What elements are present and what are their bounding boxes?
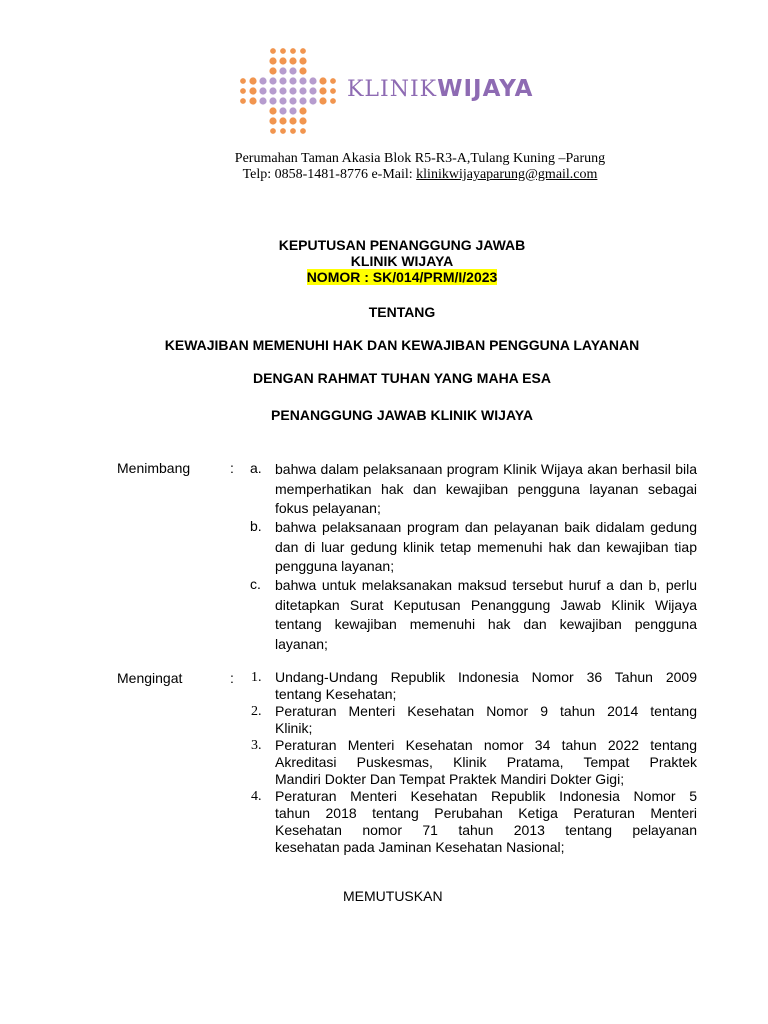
mengingat-item-4-line-1: Peraturan Menteri Kesehatan Republik Indonesia Nomor 5 [275, 788, 697, 804]
logo-dot [279, 57, 286, 64]
mengingat-item-3-line-1: Peraturan Menteri Kesehatan nomor 34 tahun 2022 tentang [275, 737, 697, 753]
logo-dot [269, 77, 276, 84]
logo-dot [240, 78, 246, 84]
logo-dot [299, 107, 306, 114]
logo-dot [279, 97, 286, 104]
mengingat-item-4-line-4: kesehatan pada Jaminan Kesehatan Nasional; [275, 839, 565, 855]
mengingat-item-3-line-3: Mandiri Dokter Dan Tempat Praktek Mandiri Dokter Gigi; [275, 771, 625, 787]
logo-dot [289, 117, 296, 124]
logo-dot [269, 67, 276, 74]
menimbang-item-b: bahwa pelaksanaan program dan pelayanan baik didalam gedung dan di luar gedung klinik tetap memenuhi hak dan kewajiban tiap pengguna layanan; [275, 519, 697, 574]
logo-dot [259, 77, 266, 84]
mengingat-item-1-line-2: tentang Kesehatan; [275, 686, 397, 702]
logo-dot [249, 87, 256, 94]
email-link[interactable]: klinikwijayaparung@gmail.com [416, 167, 598, 182]
logo-dot [290, 128, 296, 134]
mengingat-item-3-line-2: Akreditasi Puskesmas, Klinik Pratama, Tempat Praktek [275, 754, 697, 770]
logo-dot [259, 97, 266, 104]
logo-dot [330, 88, 336, 94]
cross-dots-logo-icon [236, 44, 346, 140]
logo-dot [240, 98, 246, 104]
logo-dot [269, 107, 276, 114]
tentang-heading: TENTANG [368, 304, 436, 320]
decree-title-line2: KLINIK WIJAYA [350, 253, 454, 269]
brand-name-part1: KLINIK [347, 77, 438, 102]
logo-dot [319, 77, 326, 84]
logo-dot [249, 97, 256, 104]
mengingat-colon: : [230, 670, 234, 686]
brand-name-part2: WIJAYA [437, 76, 534, 102]
logo-dot [280, 48, 286, 54]
logo-dot [279, 117, 286, 124]
mengingat-item-2-line-1: Peraturan Menteri Kesehatan Nomor 9 tahun 2014 tentang [275, 703, 697, 719]
logo-dot [289, 97, 296, 104]
logo-dot [269, 117, 276, 124]
logo-dot [280, 128, 286, 134]
menimbang-colon: : [230, 460, 234, 476]
logo-dot [309, 97, 316, 104]
logo-dot [319, 97, 326, 104]
logo-dot [269, 97, 276, 104]
menimbang-label: Menimbang [117, 460, 191, 476]
menimbang-marker-a: a. [250, 460, 262, 476]
logo-dot [270, 48, 276, 54]
logo-dot [300, 48, 306, 54]
logo-dot [279, 107, 286, 114]
decree-title-line1: KEPUTUSAN PENANGGUNG JAWAB [278, 237, 526, 253]
logo-dot [279, 77, 286, 84]
mengingat-item-4-line-3: Kesehatan nomor 71 tahun 2013 tentang pelayanan [275, 822, 697, 838]
brand-name [347, 76, 533, 102]
logo-dot [289, 87, 296, 94]
mengingat-marker-2: 2. [251, 704, 262, 719]
mengingat-label: Mengingat [117, 670, 183, 686]
logo-dot [330, 78, 336, 84]
penanggung-jawab-line: PENANGGUNG JAWAB KLINIK WIJAYA [271, 407, 533, 423]
logo-dot [279, 67, 286, 74]
clinic-contact [0, 167, 768, 183]
logo-dot [279, 87, 286, 94]
logo-dot [249, 77, 256, 84]
decree-subject: KEWAJIBAN MEMENUHI HAK DAN KEWAJIBAN PENGGUNA LAYANAN [164, 337, 640, 353]
mengingat-marker-3: 3. [251, 738, 262, 753]
decree-number-highlight: NOMOR : SK/014/PRM/I/2023 [306, 269, 498, 285]
logo-dot [240, 88, 246, 94]
logo-dot [330, 98, 336, 104]
logo-dot [319, 87, 326, 94]
logo-dot [299, 97, 306, 104]
logo-dot [289, 57, 296, 64]
menimbang-item-a: bahwa dalam pelaksanaan program Klinik Wijaya akan berhasil bila memperhatikan hak dan kewajiban pengguna layanan sebagai fokus pelayanan; [275, 461, 697, 516]
mengingat-item-1-line-1: Undang-Undang Republik Indonesia Nomor 36 Tahun 2009 [275, 669, 697, 685]
logo-dot [299, 67, 306, 74]
contact-phone: Telp: 0858-1481-8776 e-Mail: [242, 167, 417, 182]
logo-dot [299, 117, 306, 124]
memutuskan-heading: MEMUTUSKAN [343, 888, 443, 904]
rahmat-line: DENGAN RAHMAT TUHAN YANG MAHA ESA [253, 370, 551, 386]
mengingat-item-4-line-2: tahun 2018 tentang Perubahan Ketiga Peraturan Menteri [275, 805, 697, 821]
menimbang-item-c: bahwa untuk melaksanakan maksud tersebut huruf a dan b, perlu ditetapkan Surat Keputusan Penanggung Jawab Klinik Wijaya tentang kewajiban memenuhi hak dan kewajiban pengguna layanan; [275, 577, 697, 652]
logo-dot [269, 57, 276, 64]
logo-dot [270, 128, 276, 134]
logo-dot [289, 77, 296, 84]
clinic-address: Perumahan Taman Akasia Blok R5-R3-A,Tulang Kuning –Parung [234, 151, 606, 166]
logo-dot [309, 87, 316, 94]
logo-dot [289, 67, 296, 74]
logo-dot [269, 87, 276, 94]
menimbang-marker-c: c. [250, 576, 261, 592]
logo-dot [289, 107, 296, 114]
logo-dot [299, 87, 306, 94]
logo-dot [309, 77, 316, 84]
logo-dot [300, 128, 306, 134]
mengingat-marker-4: 4. [251, 789, 262, 804]
decree-number [0, 269, 768, 285]
logo-dot [259, 87, 266, 94]
mengingat-marker-1: 1. [251, 670, 262, 685]
logo-dot [290, 48, 296, 54]
mengingat-item-2-line-2: Klinik; [275, 720, 313, 736]
logo-dot [299, 77, 306, 84]
menimbang-marker-b: b. [250, 518, 262, 534]
logo-dot [299, 57, 306, 64]
